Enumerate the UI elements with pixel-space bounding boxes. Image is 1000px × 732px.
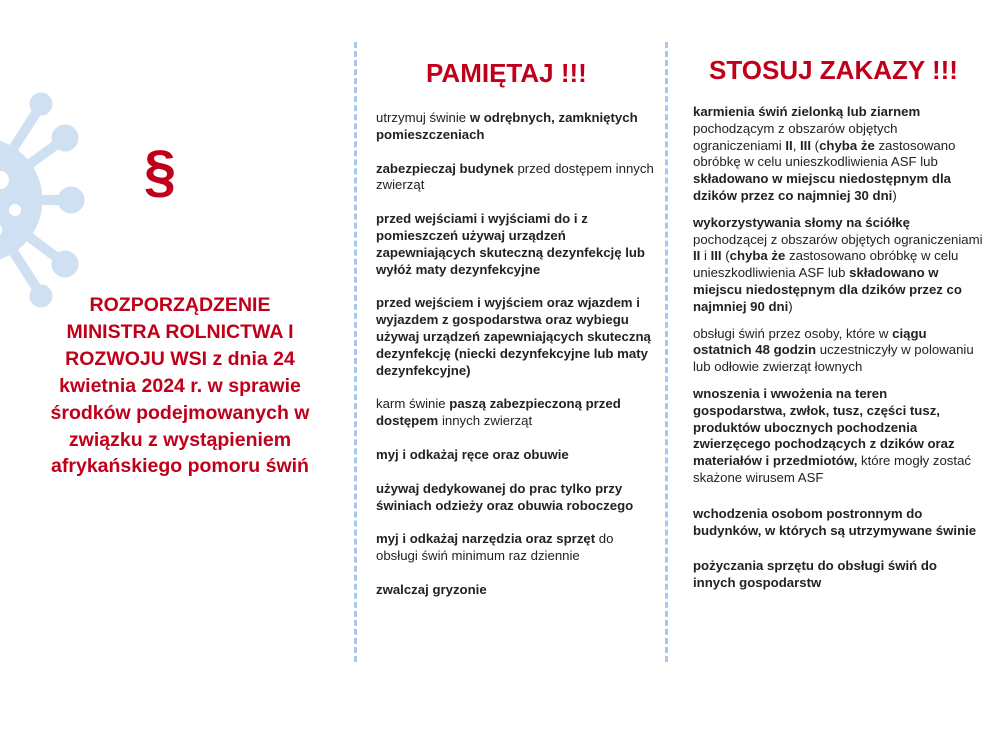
list-item-text: (: [811, 137, 820, 153]
list-item-text: i: [700, 248, 711, 264]
list-item-text: karm świnie: [376, 396, 450, 412]
list-item: [376, 211, 656, 278]
list-item: [693, 558, 983, 592]
list-item: [376, 582, 656, 599]
list-item-text: zastosowano obróbkę w celu unieszkodliwienia ASF lub: [693, 137, 956, 170]
list-item-text: ciągu ostatnich 48 godzin: [693, 325, 927, 358]
list-item: [376, 481, 656, 515]
list-item-text: wykorzystywania słomy na ściółkę: [693, 214, 910, 230]
list-item-text: uczestniczyły w polowaniu lub odłowie zwierząt łownych: [693, 342, 974, 375]
list-item: [693, 506, 983, 540]
regulation-title: ROZPORZĄDZENIE MINISTRA ROLNICTWA I ROZWOJU WSI z dnia 24 kwietnia 2024 r. w sprawie środków podejmowanych w związku z wystąpieniem afrykańskiego pomoru świń: [50, 294, 310, 478]
prohibitions-heading: STOSUJ ZAKAZY !!!: [709, 55, 958, 85]
list-item-text: w odrębnych, zamkniętych pomieszczeniach: [376, 110, 638, 142]
list-item-text: pożyczania sprzętu do obsługi świń do innych gospodarstw: [693, 558, 937, 591]
list-item-text: pochodzącym z obszarów objętych ograniczeniami: [693, 120, 898, 153]
list-item-text: używaj dedykowanej do prac tylko przy świniach odzieży oraz obuwia roboczego: [376, 480, 634, 513]
list-item-text: (: [721, 248, 730, 264]
list-item-text: które mogły zostać skażone wirusem ASF: [693, 453, 971, 485]
list-item-text: składowano w miejscu niedostępnym dla dzików przez co najmniej 90 dni: [693, 265, 962, 314]
list-item: [693, 104, 983, 205]
list-item: [376, 447, 656, 464]
list-item-text: innych zwierząt: [438, 413, 533, 429]
list-item-text: myj i odkażaj ręce oraz obuwie: [376, 446, 569, 462]
list-item-text: wnoszenia i wwożenia na teren gospodarstwa, zwłok, tusz, części tusz, produktów ubocznych pochodzenia zwierzęcego pochodzących z dzików oraz materiałów i przedmiotów,: [693, 385, 955, 469]
list-item-text: utrzymuj świnie: [376, 110, 470, 125]
list-item-text: przed wejściami i wyjściami do i z pomieszczeń używaj urządzeń zapewniających skuteczną dezynfekcję lub wyłóż maty dezynfekcyjne: [376, 211, 645, 277]
list-item-text: przed wejściem i wyjściem oraz wjazdem i wyjazdem z gospodarstwa oraz wybiegu używaj urządzeń zapewniających skuteczną dezynfekcję (niecki dezynfekcyjne lub maty dezynfekcyjne): [376, 295, 651, 378]
list-item-text: chyba że: [729, 248, 786, 264]
list-item-text: III: [800, 137, 812, 153]
list-item-text: wchodzenia osobom postronnym do budynków, w których są utrzymywane świnie: [693, 505, 977, 538]
list-item-text: ,: [792, 137, 801, 153]
list-item: [376, 161, 656, 195]
list-item-text: składowano w miejscu niedostępnym dla dzików przez co najmniej 30 dni: [693, 171, 951, 203]
remember-heading: PAMIĘTAJ !!!: [426, 58, 587, 88]
list-item-text: III: [710, 248, 722, 264]
prohibitions-list: [693, 104, 983, 602]
virus-icon: [0, 70, 100, 330]
list-item-text: ): [788, 298, 793, 314]
list-item-text: ): [892, 187, 897, 203]
list-item-text: paszą zabezpieczoną przed dostępem: [376, 396, 621, 429]
column-divider-left: [354, 42, 357, 662]
list-item-text: przed dostępem innych zwierząt: [376, 160, 654, 193]
list-item-text: myj i odkażaj narzędzia oraz sprzęt: [376, 531, 596, 547]
list-item: [693, 386, 983, 487]
list-item: [693, 326, 983, 376]
list-item: [376, 531, 656, 565]
paragraph-sign-icon: §: [143, 139, 177, 204]
remember-list: [376, 110, 656, 616]
list-item-text: karmienia świń zielonką lub ziarnem: [693, 104, 921, 119]
list-item: [693, 215, 983, 316]
list-item-text: chyba że: [819, 137, 875, 153]
list-item-text: zabezpieczaj budynek: [376, 160, 514, 176]
list-item-text: obsługi świń przez osoby, które w: [693, 325, 893, 341]
list-item: [376, 396, 656, 430]
list-item-text: zwalczaj gryzonie: [376, 581, 487, 597]
list-item: [376, 110, 656, 144]
list-item-text: II: [785, 137, 793, 153]
list-item-text: do obsługi świń minimum raz dziennie: [376, 531, 614, 564]
list-item: [376, 295, 656, 379]
list-item-text: II: [693, 248, 701, 264]
column-divider-right: [665, 42, 668, 662]
list-item-text: pochodzącej z obszarów objętych ograniczeniami: [693, 231, 983, 247]
list-item-text: zastosowano obróbkę w celu unieszkodliwienia ASF lub: [693, 248, 959, 281]
